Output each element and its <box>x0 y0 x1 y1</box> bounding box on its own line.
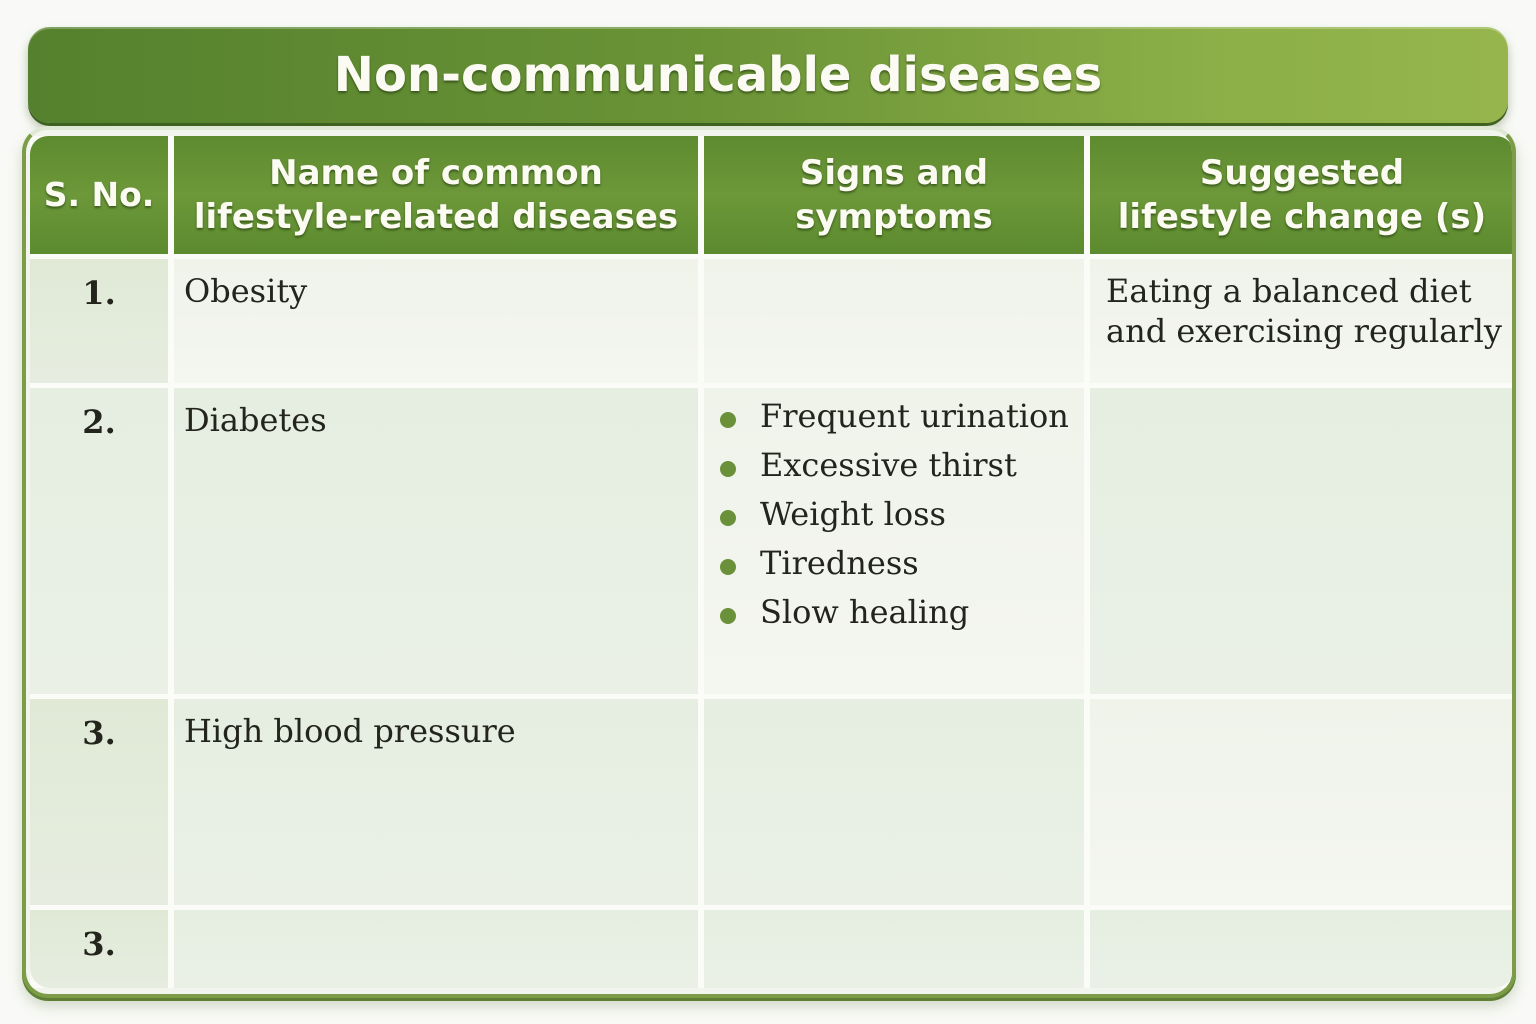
symptom-item <box>718 447 1084 484</box>
header-line: Signs and <box>799 153 989 193</box>
header-disease-name-label <box>194 151 678 239</box>
symptom-item <box>718 594 1084 631</box>
row-4-symptoms <box>704 910 1084 988</box>
row-1-sno: 1. <box>30 259 168 383</box>
title-banner <box>28 27 1508 123</box>
row-3-disease-name: High blood pressure <box>174 699 698 905</box>
header-symptoms-label <box>795 151 992 239</box>
header-symptoms <box>704 136 1084 254</box>
bullet-icon <box>720 510 736 526</box>
disease-table <box>22 126 1516 998</box>
symptom-text: Excessive thirst <box>760 446 1017 484</box>
symptom-item <box>718 496 1084 533</box>
row-1-lifestyle-change: Eating a balanced diet and exercising regularly <box>1090 259 1514 383</box>
symptom-text: Slow healing <box>760 593 970 631</box>
row-4-lifestyle-change <box>1090 910 1514 988</box>
header-disease-name <box>174 136 698 254</box>
row-1-symptoms <box>704 259 1084 383</box>
header-sno-label: S. No. <box>43 175 155 214</box>
header-line: lifestyle change (s) <box>1117 197 1487 237</box>
header-sno <box>30 136 168 254</box>
symptom-item <box>718 398 1084 435</box>
symptom-item <box>718 545 1084 582</box>
row-4-sno: 3. <box>30 910 168 988</box>
table-grid <box>30 136 1514 988</box>
page-title: Non-communicable diseases <box>333 47 1103 103</box>
symptom-text: Tiredness <box>760 544 919 582</box>
header-lifestyle-change <box>1090 136 1514 254</box>
row-3-symptoms <box>704 699 1084 905</box>
row-4-disease-name <box>174 910 698 988</box>
symptom-text: Weight loss <box>760 495 946 533</box>
row-3-lifestyle-change <box>1090 699 1514 905</box>
symptom-list <box>704 388 1084 631</box>
header-line: symptoms <box>795 197 993 237</box>
row-2-lifestyle-change <box>1090 388 1514 694</box>
row-3-sno: 3. <box>30 699 168 905</box>
header-line: Suggested <box>1199 153 1405 193</box>
row-2-sno: 2. <box>30 388 168 694</box>
bullet-icon <box>720 608 736 624</box>
symptom-text: Frequent urination <box>760 397 1069 435</box>
bullet-icon <box>720 412 736 428</box>
header-line: Name of common <box>269 153 603 193</box>
row-2-disease-name: Diabetes <box>174 388 698 694</box>
header-lifestyle-change-label <box>1118 151 1486 239</box>
row-2-symptoms <box>704 388 1084 694</box>
bullet-icon <box>720 559 736 575</box>
row-1-disease-name: Obesity <box>174 259 698 383</box>
bullet-icon <box>720 461 736 477</box>
header-line: lifestyle-related diseases <box>193 197 679 237</box>
